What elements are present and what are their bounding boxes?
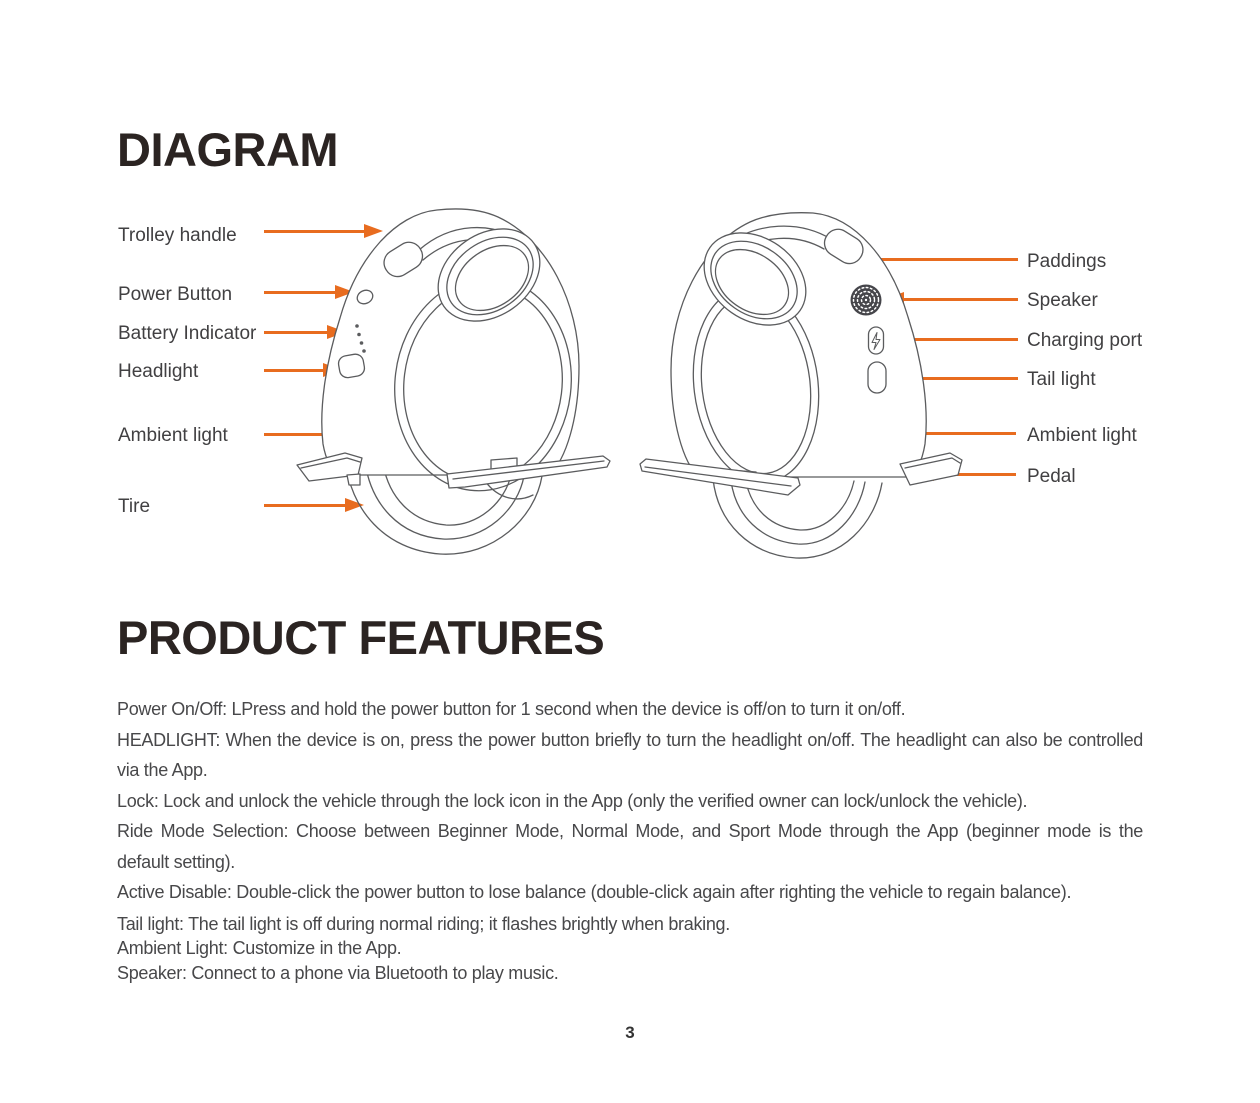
label-battery-indicator: Battery Indicator bbox=[118, 323, 257, 344]
label-power-button: Power Button bbox=[118, 284, 233, 305]
label-tail-light: Tail light bbox=[1027, 369, 1096, 390]
label-paddings: Paddings bbox=[1027, 251, 1107, 272]
unicycle-front-view-illustration bbox=[287, 198, 617, 563]
feature-headlight: HEADLIGHT: When the device is on, press the power button briefly to turn the headlight on/off. The headlight can also be controlled via the App. bbox=[117, 729, 1143, 780]
features-paragraphs bbox=[117, 694, 1143, 986]
label-ambient-light-right: Ambient light bbox=[1027, 425, 1137, 446]
label-headlight: Headlight bbox=[118, 361, 199, 382]
unicycle-rear-view-illustration bbox=[628, 203, 968, 568]
label-speaker: Speaker bbox=[1027, 290, 1098, 311]
label-ambient-light-left: Ambient light bbox=[118, 425, 228, 446]
feature-power-on-off: Power On/Off: LPress and hold the power button for 1 second when the device is off/on to turn it on/off. bbox=[117, 699, 906, 719]
tire-drawing bbox=[713, 479, 882, 558]
speaker-grille-drawing bbox=[851, 285, 882, 316]
feature-tail-light: Tail light: The tail light is off during normal riding; it flashes brightly when braking. bbox=[117, 913, 730, 934]
page-number: 3 bbox=[625, 1023, 635, 1042]
feature-ambient-light: Ambient Light: Customize in the App. bbox=[117, 938, 402, 959]
label-trolley-handle: Trolley handle bbox=[118, 225, 237, 246]
label-pedal: Pedal bbox=[1027, 466, 1076, 487]
left-pedal-drawing bbox=[297, 453, 362, 485]
label-charging-port: Charging port bbox=[1027, 330, 1143, 351]
feature-active-disable: Active Disable: Double-click the power button to lose balance (double-click again after righting the vehicle to regain balance). bbox=[117, 882, 1072, 902]
feature-lock: Lock: Lock and unlock the vehicle through the lock icon in the App (only the verified owner can lock/unlock the vehicle). bbox=[117, 790, 1028, 811]
feature-speaker: Speaker: Connect to a phone via Bluetooth to play music. bbox=[117, 963, 559, 984]
diagram-title: DIAGRAM bbox=[117, 123, 339, 176]
feature-ride-mode: Ride Mode Selection: Choose between Beginner Mode, Normal Mode, and Sport Mode through the App (beginner mode is the default setting). bbox=[117, 821, 1143, 872]
label-tire: Tire bbox=[118, 496, 151, 517]
charging-port-drawing bbox=[869, 327, 884, 354]
features-title: PRODUCT FEATURES bbox=[117, 611, 605, 664]
headlight-drawing bbox=[337, 353, 365, 379]
tail-light-drawing bbox=[868, 362, 886, 393]
